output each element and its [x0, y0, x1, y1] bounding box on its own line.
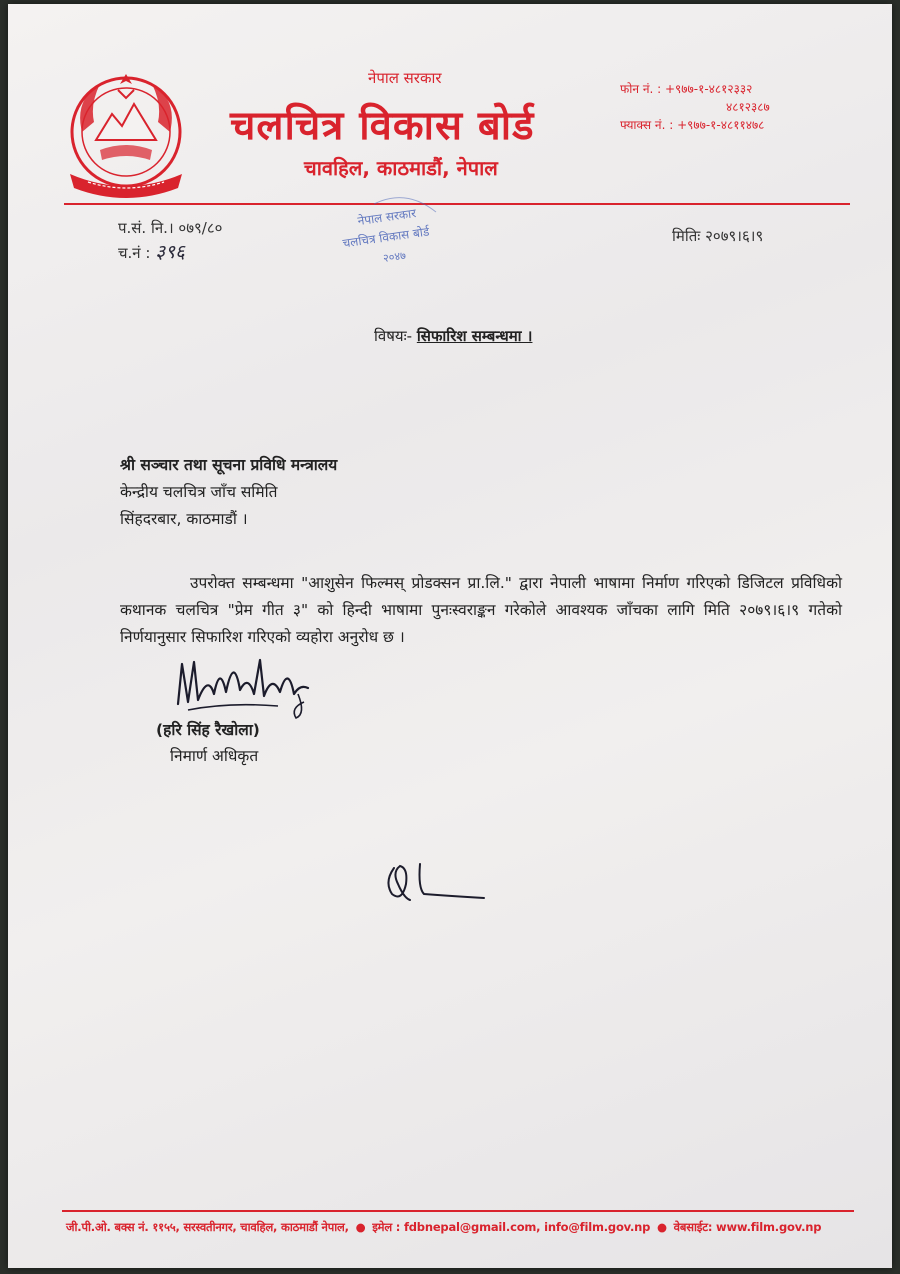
stamp-line-2: चलचित्र विकास बोर्ड [341, 224, 431, 251]
recipient-line-1: श्री सञ्चार तथा सूचना प्रविधि मन्त्रालय [120, 456, 338, 474]
phone-number-2: ४८१२३८७ [726, 100, 770, 114]
handwritten-signature-icon [168, 644, 328, 724]
reference-block [118, 216, 222, 265]
stamp-line-3: २०४७ [382, 248, 407, 265]
dispatch-number [118, 240, 222, 265]
nepal-government-emblem-icon [60, 70, 192, 200]
fax-number: फ्याक्स नं. : +९७७-१-४८११४७८ [620, 118, 765, 132]
subject-line [374, 326, 532, 346]
handwritten-initial-icon [380, 854, 490, 909]
dispatch-label: च.नं : [118, 244, 151, 262]
subject-label: विषयः- [374, 327, 413, 345]
office-stamp [326, 194, 466, 276]
board-name-title: चलचित्र विकास बोर्ड [230, 103, 535, 149]
recipient-line-3: सिंहदरबार, काठमाडौं । [120, 510, 248, 528]
signer-block [156, 717, 260, 769]
footer-website: वेबसाईट: www.film.gov.np [673, 1220, 822, 1234]
signer-name: (हरि सिंह रैखोला) [156, 721, 260, 739]
recipient-address [120, 452, 337, 533]
phone-number: फोन नं. : +९७७-१-४८१२३३२ [620, 82, 753, 96]
dispatch-value: ३९६ [155, 241, 185, 263]
body-paragraph [120, 570, 842, 651]
signer-designation: निमार्ण अधिकृत [170, 747, 259, 765]
body-paragraph-text: उपरोक्त सम्बन्धमा "आशुसेन फिल्मस् प्रोडक्सन प्रा.लि." द्वारा नेपाली भाषामा निर्माण गरिएको डिजिटल प्रविधिको कथानक चलचित्र "प्रेम गीत ३" को हिन्दी भाषामा पुनःस्वराङ्कन गरेकोले आवश्यक जाँचका लागि मिति २०७९।६।९ गतेको निर्णयानुसार सिफारिश गरिएको व्यहोरा अनुरोध छ । [120, 574, 842, 646]
contact-block [620, 80, 770, 134]
footer-po-box: जी.पी.ओ. बक्स नं. ११५५, सरस्वतीनगर, चावहिल, काठमाडौं नेपाल, [66, 1220, 349, 1234]
footer-divider [62, 1210, 854, 1212]
government-heading: नेपाल सरकार [368, 69, 442, 87]
letter-page [8, 4, 892, 1268]
subject-text: सिफारिश सम्बन्धमा । [416, 327, 533, 345]
letter-date: मितिः २०७९।६।९ [672, 227, 764, 245]
letter-reference-number: प.सं. नि.। ०७९/८० [118, 219, 223, 237]
recipient-line-2: केन्द्रीय चलचित्र जाँच समिति [120, 483, 278, 501]
footer-email: इमेल : fdbnepal@gmail.com, info@film.gov.np [372, 1220, 651, 1234]
stamp-line-1: नेपाल सरकार [356, 206, 417, 229]
board-address: चावहिल, काठमाडौं, नेपाल [304, 156, 498, 180]
footer: जी.पी.ओ. बक्स नं. ११५५, सरस्वतीनगर, चावहिल, काठमाडौं नेपाल, ● इमेल : fdbnepal@gmail.com, info@film.gov.np ● वेबसाईट: www.film.gov.np [66, 1220, 822, 1234]
